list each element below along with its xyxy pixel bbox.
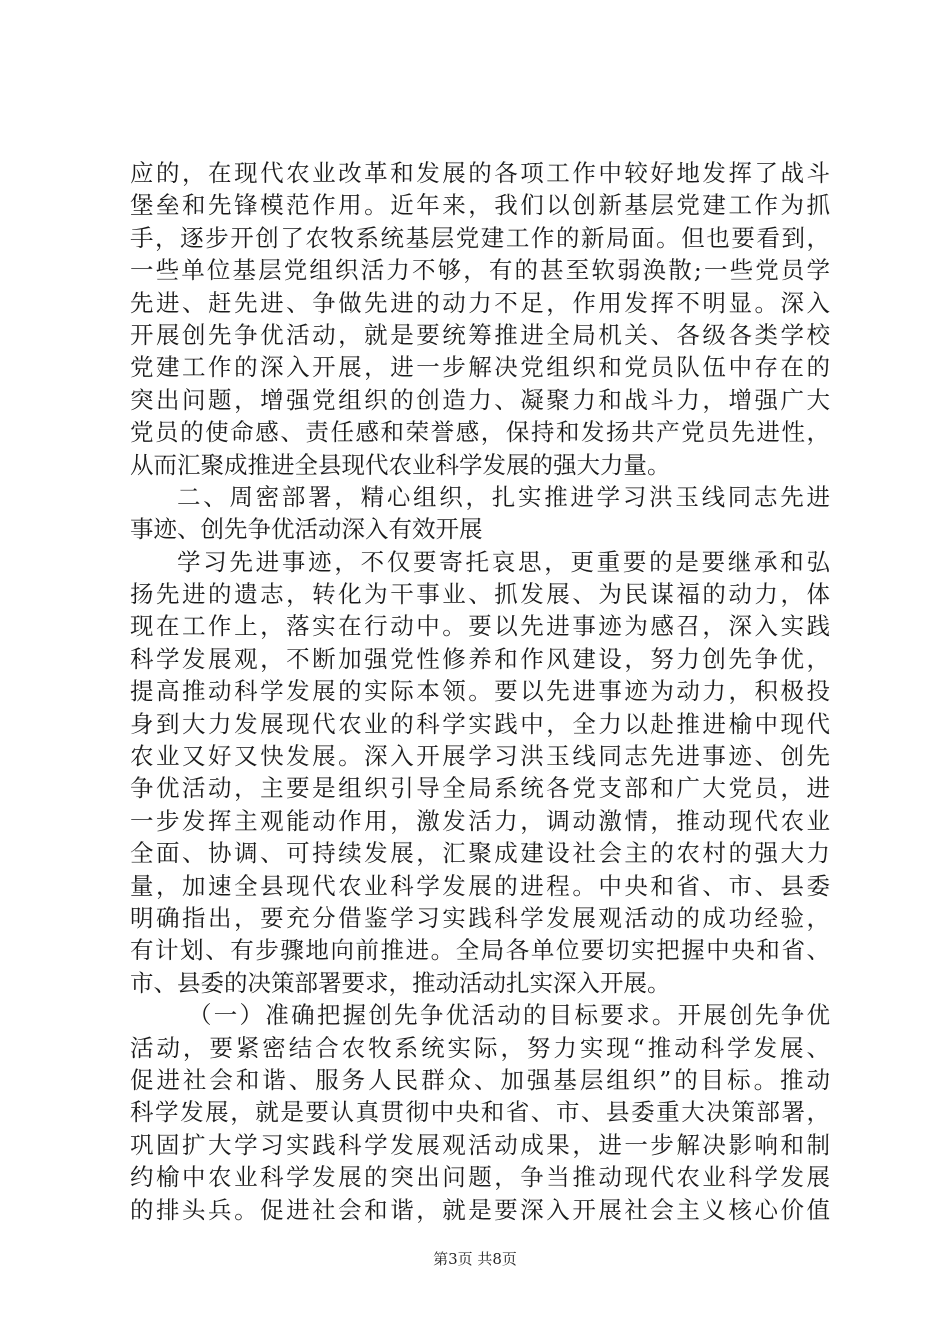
section-heading-line: 二、周密部署，精心组织，扎实推进学习洪玉线同志先进	[177, 482, 830, 511]
text-line: 争优活动，主要是组织引导全局系统各党支部和广大党员，进	[130, 774, 830, 803]
text-line: 扬先进的遗志，转化为干事业、抓发展、为民谋福的动力，体	[130, 580, 830, 609]
text-line: 活动，要紧密结合农牧系统实际，努力实现“推动科学发展、	[130, 1033, 830, 1062]
text-line: 促进社会和谐、服务人民群众、加强基层组织”的目标。推动	[130, 1065, 830, 1094]
text-line: 量，加速全县现代农业科学发展的进程。中央和省、市、县委	[130, 871, 830, 900]
text-line: 突出问题，增强党组织的创造力、凝聚力和战斗力，增强广大	[130, 385, 830, 414]
text-line: 先进、赶先进、争做先进的动力不足，作用发挥不明显。深入	[130, 288, 830, 317]
text-line: 身到大力发展现代农业的科学实践中，全力以赴推进榆中现代	[130, 709, 830, 738]
text-line: 开展创先争优活动，就是要统筹推进全局机关、各级各类学校	[130, 320, 830, 349]
text-line: 农业又好又快发展。深入开展学习洪玉线同志先进事迹、创先	[130, 742, 830, 771]
text-line: 科学发展观，不断加强党性修养和作风建设，努力创先争优，	[130, 644, 830, 673]
document-body	[130, 157, 830, 1226]
section-heading-line: 事迹、创先争优活动深入有效开展	[130, 515, 483, 544]
text-line: 科学发展，就是要认真贯彻中央和省、市、县委重大决策部署，	[130, 1098, 830, 1127]
text-line: 应的，在现代农业改革和发展的各项工作中较好地发挥了战斗	[130, 159, 830, 187]
text-line: 现在工作上，落实在行动中。要以先进事迹为感召，深入实践	[130, 612, 830, 641]
text-line: 党建工作的深入开展，进一步解决党组织和党员队伍中存在的	[130, 353, 830, 382]
text-line: 约榆中农业科学发展的突出问题，争当推动现代农业科学发展	[130, 1163, 830, 1192]
text-line: 学习先进事迹，不仅要寄托哀思，更重要的是要继承和弘	[177, 547, 830, 576]
text-line: 党员的使命感、责任感和荣誉感，保持和发扬共产党员先进性，	[130, 418, 830, 447]
text-line: 巩固扩大学习实践科学发展观活动成果，进一步解决影响和制	[130, 1130, 830, 1159]
text-line: 市、县委的决策部署要求，推动活动扎实深入开展。	[130, 968, 671, 997]
text-line: 的排头兵。促进社会和谐，就是要深入开展社会主义核心价值	[130, 1195, 830, 1224]
text-line: 堡垒和先锋模范作用。近年来，我们以创新基层党建工作为抓	[130, 191, 830, 220]
text-line: 从而汇聚成推进全县现代农业科学发展的强大力量。	[130, 450, 671, 479]
text-line: 提高推动科学发展的实际本领。要以先进事迹为动力，积极投	[130, 677, 830, 706]
text-line: 手，逐步开创了农牧系统基层党建工作的新局面。但也要看到，	[130, 223, 830, 252]
page-number-footer: 第3页 共8页	[433, 1250, 517, 1268]
text-line: 全面、协调、可持续发展，汇聚成建设社会主的农村的强大力	[130, 839, 830, 868]
text-line: 有计划、有步骤地向前推进。全局各单位要切实把握中央和省、	[130, 936, 830, 965]
subsection-heading-line: （一）准确把握创先争优活动的目标要求。开展创先争优	[188, 1001, 830, 1030]
text-line: 明确指出，要充分借鉴学习实践科学发展观活动的成功经验，	[130, 903, 830, 932]
text-line: 一些单位基层党组织活力不够，有的甚至软弱涣散;一些党员学	[130, 256, 830, 285]
text-line: 一步发挥主观能动作用，激发活力，调动激情，推动现代农业	[130, 806, 830, 835]
